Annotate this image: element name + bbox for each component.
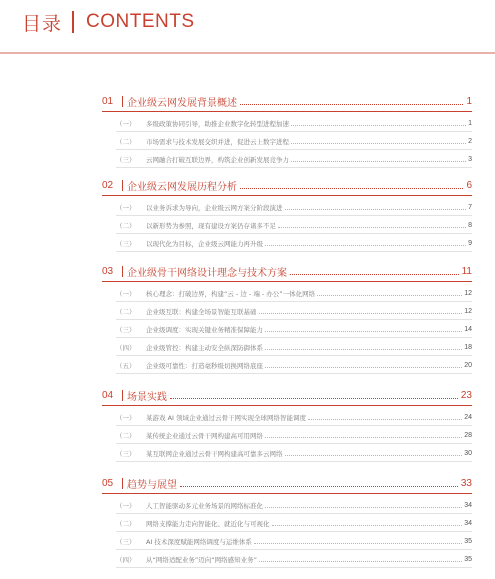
toc-entry[interactable] xyxy=(116,152,472,166)
entry-separator xyxy=(116,337,472,338)
entry-number: （二） xyxy=(116,431,136,440)
entry-page: 28 xyxy=(464,431,472,439)
toc-entry[interactable] xyxy=(116,358,472,372)
toc-entry[interactable] xyxy=(116,446,472,460)
toc-entry[interactable] xyxy=(116,410,472,424)
entry-separator xyxy=(116,233,472,234)
toc-chapter-01[interactable] xyxy=(102,92,472,110)
entry-separator xyxy=(116,251,472,252)
dot-leader xyxy=(265,367,462,368)
chapter-page: 1 xyxy=(466,95,472,107)
entry-page: 20 xyxy=(464,361,472,369)
entry-title: 企业级互联：构建全场景智能互联基础 xyxy=(146,307,257,316)
chapter-page: 11 xyxy=(461,265,472,277)
entry-number: （一） xyxy=(116,413,136,422)
toc-entry[interactable] xyxy=(116,134,472,148)
chapter-page: 23 xyxy=(460,389,472,401)
dot-leader xyxy=(180,485,458,487)
entry-number: （四） xyxy=(116,555,136,564)
toc-entry[interactable] xyxy=(116,516,472,530)
entry-separator xyxy=(116,531,472,532)
entry-number: （三） xyxy=(116,449,136,458)
chapter-title: 企业级骨干网络设计理念与技术方案 xyxy=(127,267,287,279)
entry-number: （二） xyxy=(116,137,136,146)
entry-number: （三） xyxy=(116,325,136,334)
chapter-page: 33 xyxy=(460,477,472,489)
entry-number: （二） xyxy=(116,519,136,528)
entry-title: 企业级管控：构建主动安全纵深防御体系 xyxy=(146,343,263,352)
entry-separator xyxy=(116,425,472,426)
entry-number: （三） xyxy=(116,155,136,164)
chapter-title: 企业级云网发展历程分析 xyxy=(127,181,237,193)
header-rule xyxy=(0,52,495,54)
chapter-number: 04 xyxy=(102,389,114,401)
toc-entry[interactable] xyxy=(116,340,472,354)
chapter-number: 02 xyxy=(102,179,114,191)
chapter-number: 01 xyxy=(102,95,114,107)
chapter-underline xyxy=(102,195,472,196)
toc-chapter-05[interactable] xyxy=(102,474,472,492)
toc-entry[interactable] xyxy=(116,304,472,318)
entry-separator xyxy=(116,373,472,374)
chapter-divider xyxy=(122,180,123,191)
entry-title: 以新形势为参照，现有建设方案仍存诸多不足 xyxy=(146,221,276,230)
dot-leader xyxy=(291,161,466,162)
dot-leader xyxy=(317,295,462,296)
entry-number: （四） xyxy=(116,343,136,352)
entry-number: （五） xyxy=(116,361,136,370)
entry-separator xyxy=(116,355,472,356)
entry-page: 2 xyxy=(468,137,472,145)
entry-separator xyxy=(116,443,472,444)
toc-entry[interactable] xyxy=(116,428,472,442)
entry-separator xyxy=(116,319,472,320)
entry-title: 市场需求与技术发展交织并进，促进云上数字进程 xyxy=(146,137,289,146)
chapter-divider xyxy=(122,390,123,401)
entry-page: 12 xyxy=(464,289,472,297)
dot-leader xyxy=(285,209,467,210)
entry-title: 以业务诉求为导向，企业级云网方案分阶段演进 xyxy=(146,203,283,212)
entry-title: AI 技术深度赋能网络调度与运维体系 xyxy=(146,537,252,546)
chapter-page: 6 xyxy=(466,179,472,191)
dot-leader xyxy=(265,437,462,438)
entry-separator xyxy=(116,461,472,462)
entry-separator xyxy=(116,513,472,514)
entry-title: 企业级可靠性：打造毫秒级切换网络底座 xyxy=(146,361,263,370)
toc-entry[interactable] xyxy=(116,534,472,548)
entry-separator xyxy=(116,549,472,550)
dot-leader xyxy=(240,187,463,189)
chapter-underline xyxy=(102,111,472,112)
entry-title: 某互联网企业通过云骨干网构建高可靠多云网络 xyxy=(146,449,283,458)
dot-leader xyxy=(308,419,462,420)
header-separator xyxy=(72,11,74,33)
entry-separator xyxy=(116,215,472,216)
entry-page: 7 xyxy=(468,203,472,211)
entry-number: （一） xyxy=(116,119,136,128)
entry-title: 云网融合打破互联边界，构筑企业创新发展竞争力 xyxy=(146,155,289,164)
header-title-cn: 目录 xyxy=(22,12,63,35)
entry-title: 多级政策协同引导，助推企业数字化转型进程加速 xyxy=(146,119,289,128)
toc-entry[interactable] xyxy=(116,236,472,250)
toc-entry[interactable] xyxy=(116,116,472,130)
entry-title: 企业级调度：实现关键业务精准保障能力 xyxy=(146,325,263,334)
entry-separator xyxy=(116,301,472,302)
entry-page: 12 xyxy=(464,307,472,315)
chapter-underline xyxy=(102,281,472,282)
dot-leader xyxy=(290,273,459,275)
entry-page: 34 xyxy=(464,519,472,527)
dot-leader xyxy=(265,245,466,246)
entry-title: 网络支撑能力走向智能化、就近化与可视化 xyxy=(146,519,270,528)
entry-title: 核心理念：打破边界，构建“云 - 边 - 端 - 办公”一体化网络 xyxy=(146,289,316,298)
dot-leader xyxy=(265,331,462,332)
dot-leader xyxy=(285,455,463,456)
entry-number: （三） xyxy=(116,239,136,248)
dot-leader xyxy=(272,525,463,526)
entry-title: 某传统企业通过云骨干网构建高可用网络 xyxy=(146,431,263,440)
entry-title: 人工智能驱动多元业务场景的网络标准化 xyxy=(146,501,263,510)
entry-page: 3 xyxy=(468,155,472,163)
toc-chapter-02[interactable] xyxy=(102,176,472,194)
toc-entry[interactable] xyxy=(116,498,472,512)
dot-leader xyxy=(259,313,463,314)
chapter-divider xyxy=(122,266,123,277)
entry-page: 35 xyxy=(464,537,472,545)
entry-page: 8 xyxy=(468,221,472,229)
entry-number: （一） xyxy=(116,289,136,298)
dot-leader xyxy=(259,561,462,562)
entry-separator xyxy=(116,149,472,150)
entry-page: 18 xyxy=(464,343,472,351)
entry-number: （一） xyxy=(116,501,136,510)
entry-number: （一） xyxy=(116,203,136,212)
dot-leader xyxy=(291,143,466,144)
toc-entry[interactable] xyxy=(116,200,472,214)
dot-leader xyxy=(254,543,462,544)
chapter-underline xyxy=(102,405,472,406)
dot-leader xyxy=(265,349,462,350)
dot-leader xyxy=(291,125,466,126)
chapter-title: 场景实践 xyxy=(127,391,167,403)
entry-title: 从“网络适配业务”迈向“网络感知业务” xyxy=(146,555,257,564)
dot-leader xyxy=(170,397,458,399)
entry-page: 34 xyxy=(464,501,472,509)
entry-separator xyxy=(116,167,472,168)
entry-separator xyxy=(116,567,472,568)
chapter-divider xyxy=(122,96,123,107)
contents-header xyxy=(22,8,195,36)
toc-chapter-04[interactable] xyxy=(102,386,472,404)
header-title-en: CONTENTS xyxy=(86,11,195,32)
entry-title: 某游戏 AI 领域企业通过云骨干网实现全球网络智能调度 xyxy=(146,413,306,422)
dot-leader xyxy=(265,507,462,508)
chapter-title: 趋势与展望 xyxy=(127,479,177,491)
entry-number: （三） xyxy=(116,537,136,546)
dot-leader xyxy=(278,227,466,228)
chapter-underline xyxy=(102,493,472,494)
entry-title: 以现代化为目标，企业级云网能力再升级 xyxy=(146,239,263,248)
entry-number: （二） xyxy=(116,221,136,230)
entry-separator xyxy=(116,131,472,132)
toc-entry[interactable] xyxy=(116,552,472,566)
entry-page: 1 xyxy=(468,119,472,127)
chapter-number: 05 xyxy=(102,477,114,489)
entry-page: 9 xyxy=(468,239,472,247)
entry-page: 24 xyxy=(464,413,472,421)
entry-page: 35 xyxy=(464,555,472,563)
toc-entry[interactable] xyxy=(116,218,472,232)
chapter-divider xyxy=(122,478,123,489)
toc-entry[interactable] xyxy=(116,286,472,300)
entry-page: 14 xyxy=(464,325,472,333)
entry-page: 30 xyxy=(464,449,472,457)
dot-leader xyxy=(240,103,463,105)
toc-entry[interactable] xyxy=(116,322,472,336)
chapter-title: 企业级云网发展背景概述 xyxy=(127,97,237,109)
entry-number: （二） xyxy=(116,307,136,316)
toc-chapter-03[interactable] xyxy=(102,262,472,280)
chapter-number: 03 xyxy=(102,265,114,277)
